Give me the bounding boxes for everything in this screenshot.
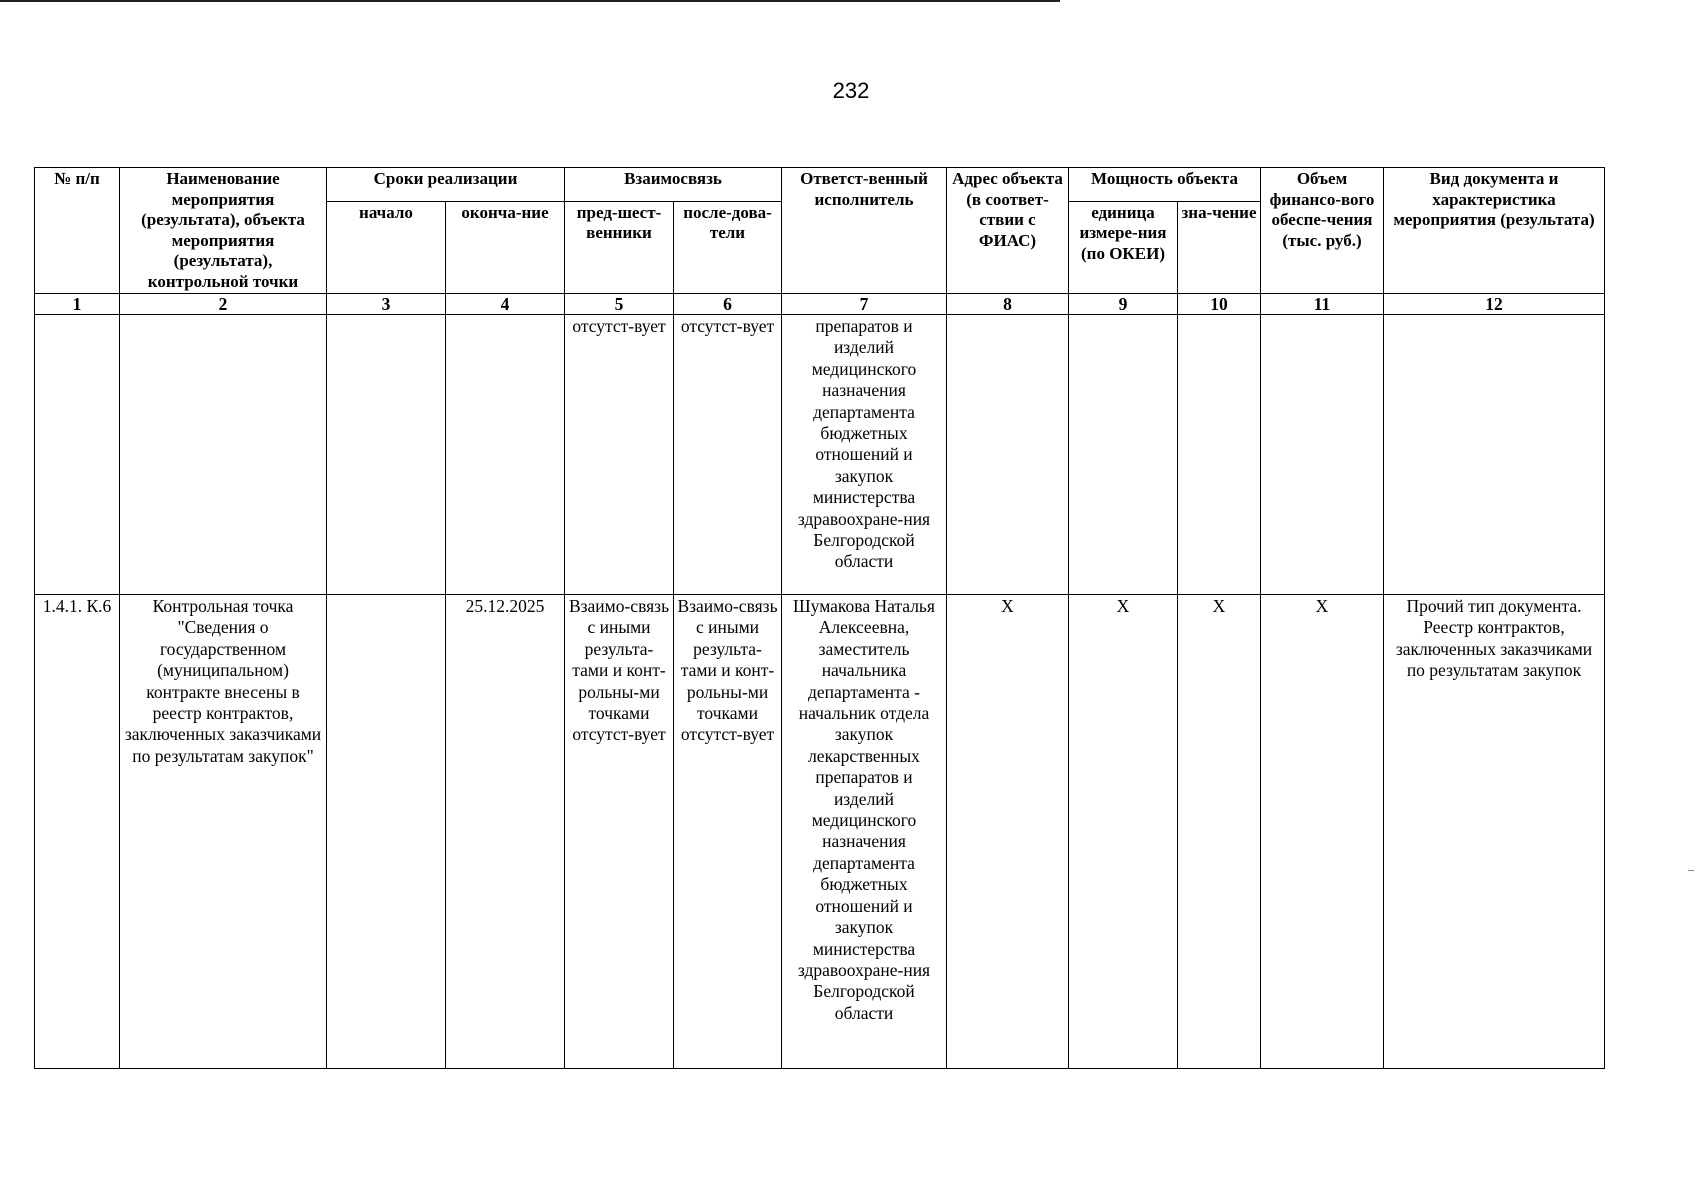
header-capacity-unit: единица измере-ния (по ОКЕИ) (1069, 201, 1178, 293)
header-address: Адрес объекта (в соответ-ствии с ФИАС) (947, 168, 1069, 294)
table-row (35, 315, 1605, 595)
cell-start (327, 315, 446, 595)
header-terms: Сроки реализации (327, 168, 565, 202)
cell-responsible: Шумакова Наталья Алексеевна, заместитель начальника департамента - начальник отдела закупок лекарственных препаратов и изделий медицинского назначения департамента бюджетных отношений и закупок министерства здравоохране-ния Белгородской области (782, 595, 947, 1069)
cell-address: X (947, 595, 1069, 1069)
cell-doc (1384, 315, 1605, 595)
cell-unit (1069, 315, 1178, 595)
column-number: 9 (1069, 294, 1178, 315)
cell-value: X (1178, 595, 1261, 1069)
cell-value (1178, 315, 1261, 595)
header-terms-end: оконча-ние (446, 201, 565, 293)
cell-finance (1261, 315, 1384, 595)
table-row (35, 595, 1605, 1069)
cell-unit: X (1069, 595, 1178, 1069)
margin-mark (1688, 870, 1694, 871)
cell-responsible: препаратов и изделий медицинского назначения департамента бюджетных отношений и закупок министерства здравоохране-ния Белгородской области (782, 315, 947, 595)
top-rule (0, 0, 1060, 2)
cell-doc: Прочий тип документа. Реестр контрактов, заключенных заказчиками по результатам закупок (1384, 595, 1605, 1069)
column-number: 3 (327, 294, 446, 315)
cell-finance: X (1261, 595, 1384, 1069)
header-doc: Вид документа и характеристика мероприятия (результата) (1384, 168, 1605, 294)
cell-address (947, 315, 1069, 595)
header-num: № п/п (35, 168, 120, 294)
header-relation: Взаимосвязь (565, 168, 782, 202)
cell-name: Контрольная точка "Сведения о государственном (муниципальном) контракте внесены в реестр контрактов, заключенных заказчиками по результатам закупок" (120, 595, 327, 1069)
header-name: Наименование мероприятия (результата), объекта мероприятия (результата), контрольной точки (120, 168, 327, 294)
cell-next: отсутст-вует (674, 315, 782, 595)
column-number: 10 (1178, 294, 1261, 315)
column-number: 2 (120, 294, 327, 315)
column-number: 6 (674, 294, 782, 315)
column-number: 12 (1384, 294, 1605, 315)
column-number: 1 (35, 294, 120, 315)
column-number: 8 (947, 294, 1069, 315)
column-number: 7 (782, 294, 947, 315)
cell-end: 25.12.2025 (446, 595, 565, 1069)
header-row-1 (35, 168, 1605, 202)
column-number: 11 (1261, 294, 1384, 315)
header-relation-next: после-дова-тели (674, 201, 782, 293)
column-number: 4 (446, 294, 565, 315)
cell-num: 1.4.1. К.6 (35, 595, 120, 1069)
header-capacity: Мощность объекта (1069, 168, 1261, 202)
header-finance: Объем финансо-вого обеспе-чения (тыс. руб.) (1261, 168, 1384, 294)
cell-pred: отсутст-вует (565, 315, 674, 595)
header-capacity-value: зна-чение (1178, 201, 1261, 293)
header-responsible: Ответст-венный исполнитель (782, 168, 947, 294)
page-number: 232 (832, 78, 870, 103)
column-number: 5 (565, 294, 674, 315)
activities-table (34, 167, 1605, 1069)
cell-start (327, 595, 446, 1069)
header-relation-pred: пред-шест-венники (565, 201, 674, 293)
cell-name (120, 315, 327, 595)
cell-end (446, 315, 565, 595)
column-numbers-row (35, 294, 1605, 315)
cell-pred: Взаимо-связь с иными результа-тами и конт-рольны-ми точками отсутст-вует (565, 595, 674, 1069)
cell-next: Взаимо-связь с иными результа-тами и конт-рольны-ми точками отсутст-вует (674, 595, 782, 1069)
cell-num (35, 315, 120, 595)
header-terms-start: начало (327, 201, 446, 293)
